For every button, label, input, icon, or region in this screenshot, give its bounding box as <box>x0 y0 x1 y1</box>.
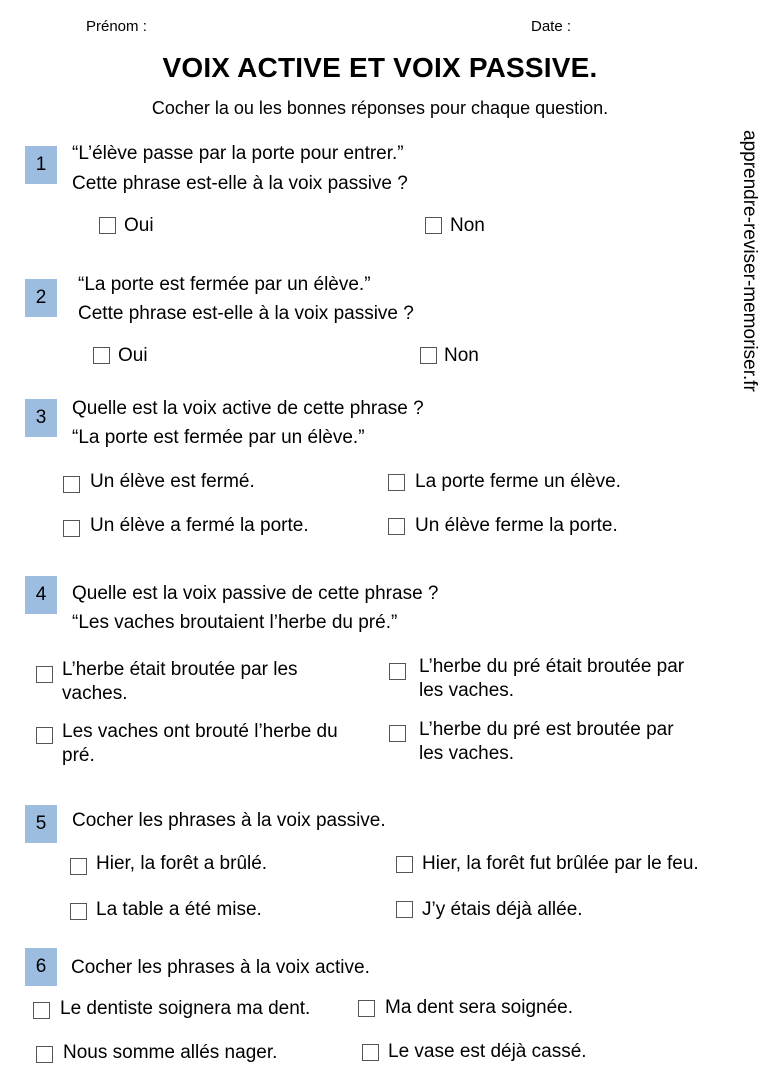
question-1-checkbox-1[interactable] <box>99 217 116 234</box>
question-2-option-2: Non <box>444 345 479 366</box>
question-6-option-2: Ma dent sera soignée. <box>385 997 574 1018</box>
question-2-checkbox-1[interactable] <box>93 347 110 364</box>
question-4-line-1: Quelle est la voix passive de cette phrase ? <box>72 583 439 604</box>
website-side-text: apprendre-reviser-memoriser.fr <box>739 130 760 392</box>
question-3-checkbox-2[interactable] <box>388 474 405 491</box>
question-1-option-2: Non <box>450 215 485 236</box>
instruction-text: Cocher la ou les bonnes réponses pour chaque question. <box>151 98 609 118</box>
question-6-checkbox-4[interactable] <box>362 1044 379 1061</box>
question-6-option-4: Le vase est déjà cassé. <box>388 1041 587 1062</box>
question-4-checkbox-4[interactable] <box>389 725 406 742</box>
question-2-option-1: Oui <box>118 345 148 366</box>
question-4-option-4: L’herbe du pré est broutée par les vaches. <box>419 719 674 764</box>
question-5-checkbox-2[interactable] <box>396 856 413 873</box>
question-3-option-1: Un élève est fermé. <box>90 471 255 492</box>
question-3-option-4: Un élève ferme la porte. <box>415 515 618 536</box>
question-4-option-2: L’herbe du pré était broutée par les vaches. <box>419 656 685 701</box>
question-1-line-2: Cette phrase est-elle à la voix passive ? <box>72 173 408 194</box>
question-6-checkbox-2[interactable] <box>358 1000 375 1017</box>
question-5-option-4: J’y étais déjà allée. <box>422 899 583 920</box>
question-5-checkbox-3[interactable] <box>70 903 87 920</box>
question-2-number: 2 <box>25 279 57 317</box>
question-3-option-2: La porte ferme un élève. <box>415 471 621 492</box>
question-1-option-1: Oui <box>124 215 154 236</box>
question-5-checkbox-4[interactable] <box>396 901 413 918</box>
question-6-checkbox-1[interactable] <box>33 1002 50 1019</box>
question-6-option-1: Le dentiste soignera ma dent. <box>60 998 311 1019</box>
question-2-line-1: “La porte est fermée par un élève.” <box>78 274 371 295</box>
question-3-line-1: Quelle est la voix active de cette phrase ? <box>72 398 424 419</box>
question-6-number: 6 <box>25 948 57 986</box>
question-6-checkbox-3[interactable] <box>36 1046 53 1063</box>
question-2-checkbox-2[interactable] <box>420 347 437 364</box>
question-5-option-1: Hier, la forêt a brûlé. <box>96 853 268 874</box>
question-4-checkbox-2[interactable] <box>389 663 406 680</box>
question-3-checkbox-4[interactable] <box>388 518 405 535</box>
question-5-checkbox-1[interactable] <box>70 858 87 875</box>
question-4-checkbox-1[interactable] <box>36 666 53 683</box>
question-4-option-3: Les vaches ont brouté l’herbe du pré. <box>62 721 338 766</box>
question-1-checkbox-2[interactable] <box>425 217 442 234</box>
question-5-line-1: Cocher les phrases à la voix passive. <box>72 810 386 831</box>
question-6-line-1: Cocher les phrases à la voix active. <box>71 957 370 978</box>
prenom-label: Prénom : <box>86 18 147 35</box>
date-label: Date : <box>531 18 572 35</box>
question-4-checkbox-3[interactable] <box>36 727 53 744</box>
question-4-line-2: “Les vaches broutaient l’herbe du pré.” <box>72 612 398 633</box>
question-4-option-1: L’herbe était broutée par les vaches. <box>62 659 298 704</box>
page-title: VOIX ACTIVE ET VOIX PASSIVE. <box>162 52 598 83</box>
question-1-number: 1 <box>25 146 57 184</box>
question-5-option-2: Hier, la forêt fut brûlée par le feu. <box>422 853 699 874</box>
question-5-option-3: La table a été mise. <box>96 899 262 920</box>
question-3-number: 3 <box>25 399 57 437</box>
question-3-line-2: “La porte est fermée par un élève.” <box>72 427 365 448</box>
question-6-option-3: Nous somme allés nager. <box>63 1042 278 1063</box>
question-3-option-3: Un élève a fermé la porte. <box>90 515 309 536</box>
question-5-number: 5 <box>25 805 57 843</box>
question-4-number: 4 <box>25 576 57 614</box>
question-3-checkbox-3[interactable] <box>63 520 80 537</box>
question-2-line-2: Cette phrase est-elle à la voix passive ? <box>78 303 414 324</box>
question-1-line-1: “L’élève passe par la porte pour entrer.” <box>72 143 404 164</box>
question-3-checkbox-1[interactable] <box>63 476 80 493</box>
